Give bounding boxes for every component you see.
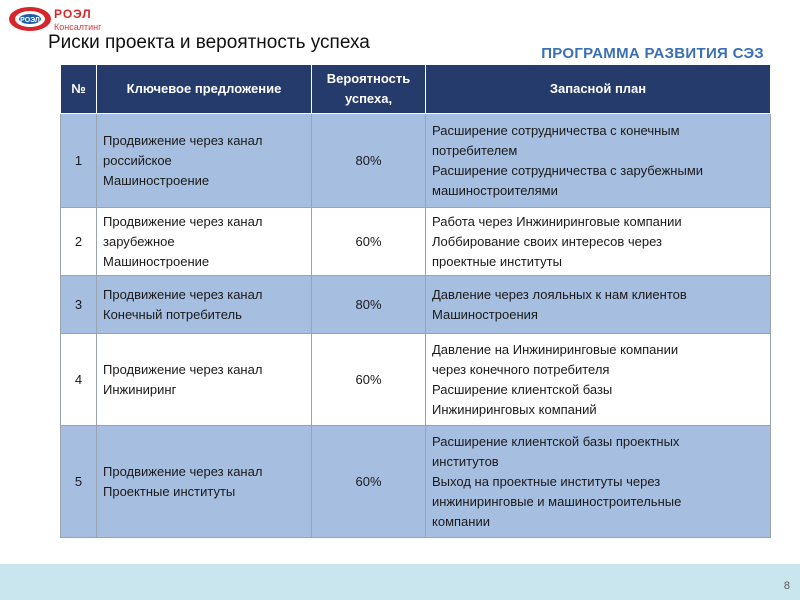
proposal-line: российское xyxy=(103,152,172,168)
plan-line: потребителем xyxy=(432,142,518,158)
header-plan: Запасной план xyxy=(426,65,771,114)
plan-cell xyxy=(426,208,771,276)
proposal-line: Продвижение через канал xyxy=(103,361,263,377)
plan-line: через конечного потребителя xyxy=(432,361,610,377)
proposal-line: Продвижение через канал xyxy=(103,132,263,148)
plan-cell xyxy=(426,276,771,334)
plan-line: компании xyxy=(432,513,490,529)
plan-line: Расширение сотрудничества с конечным xyxy=(432,122,680,138)
proposal-line: Продвижение через канал xyxy=(103,213,263,229)
company-logo-icon xyxy=(8,6,52,32)
table-row xyxy=(61,114,771,208)
proposal-line: Продвижение через канал xyxy=(103,463,263,479)
header-proposal: Ключевое предложение xyxy=(97,65,312,114)
plan-line: Давление через лояльных к нам клиентов xyxy=(432,286,687,302)
proposal-line: Продвижение через канал xyxy=(103,286,263,302)
table-row xyxy=(61,276,771,334)
header-number: № xyxy=(61,65,97,114)
header-probability-line: успеха, xyxy=(344,91,393,106)
plan-line: инжиниринговые и машиностроительные xyxy=(432,493,682,509)
probability-cell: 60% xyxy=(312,208,426,276)
proposal-cell xyxy=(97,426,312,538)
row-number: 4 xyxy=(61,334,97,426)
proposal-cell xyxy=(97,208,312,276)
proposal-cell xyxy=(97,276,312,334)
row-number: 5 xyxy=(61,426,97,538)
table-row xyxy=(61,208,771,276)
plan-line: Расширение клиентской базы проектных xyxy=(432,433,680,449)
page-number: 8 xyxy=(783,580,790,592)
logo-name: РОЭЛ xyxy=(54,7,92,21)
table-header-row xyxy=(61,65,771,114)
probability-cell: 80% xyxy=(312,276,426,334)
proposal-line: Конечный потребитель xyxy=(103,306,242,322)
plan-line: институтов xyxy=(432,453,499,469)
row-number: 1 xyxy=(61,114,97,208)
proposal-line: зарубежное xyxy=(103,233,175,249)
row-number: 2 xyxy=(61,208,97,276)
plan-cell xyxy=(426,334,771,426)
plan-line: Давление на Инжиниринговые компании xyxy=(432,341,679,357)
program-title: ПРОГРАММА РАЗВИТИЯ СЭЗ xyxy=(541,45,764,62)
logo-subtitle: Консалтинг xyxy=(54,22,102,32)
plan-line: Выход на проектные институты через xyxy=(432,473,661,489)
proposal-line: Машиностроение xyxy=(103,172,210,188)
svg-text:РОЭЛ: РОЭЛ xyxy=(20,17,40,24)
table-row xyxy=(61,426,771,538)
proposal-line: Инжиниринг xyxy=(103,381,177,397)
plan-cell xyxy=(426,114,771,208)
plan-line: проектные институты xyxy=(432,253,562,269)
probability-cell: 60% xyxy=(312,334,426,426)
slide-title: Риски проекта и вероятность успеха xyxy=(48,32,370,53)
plan-line: Инжиниринговых компаний xyxy=(432,401,597,417)
row-number: 3 xyxy=(61,276,97,334)
plan-line: Расширение сотрудничества с зарубежными xyxy=(432,162,704,178)
plan-line: Работа через Инжиниринговые компании xyxy=(432,213,682,229)
footer-bar xyxy=(0,564,800,600)
risks-table xyxy=(60,64,771,538)
plan-line: машиностроителями xyxy=(432,182,558,198)
proposal-cell xyxy=(97,334,312,426)
header-probability-line: Вероятность xyxy=(326,71,411,86)
probability-cell: 80% xyxy=(312,114,426,208)
plan-line: Машиностроения xyxy=(432,306,538,322)
table-row xyxy=(61,334,771,426)
proposal-line: Проектные институты xyxy=(103,483,236,499)
proposal-line: Машиностроение xyxy=(103,253,210,269)
probability-cell: 60% xyxy=(312,426,426,538)
plan-line: Лоббирование своих интересов через xyxy=(432,233,662,249)
plan-line: Расширение клиентской базы xyxy=(432,381,613,397)
proposal-cell xyxy=(97,114,312,208)
header-probability xyxy=(312,65,426,114)
plan-cell xyxy=(426,426,771,538)
